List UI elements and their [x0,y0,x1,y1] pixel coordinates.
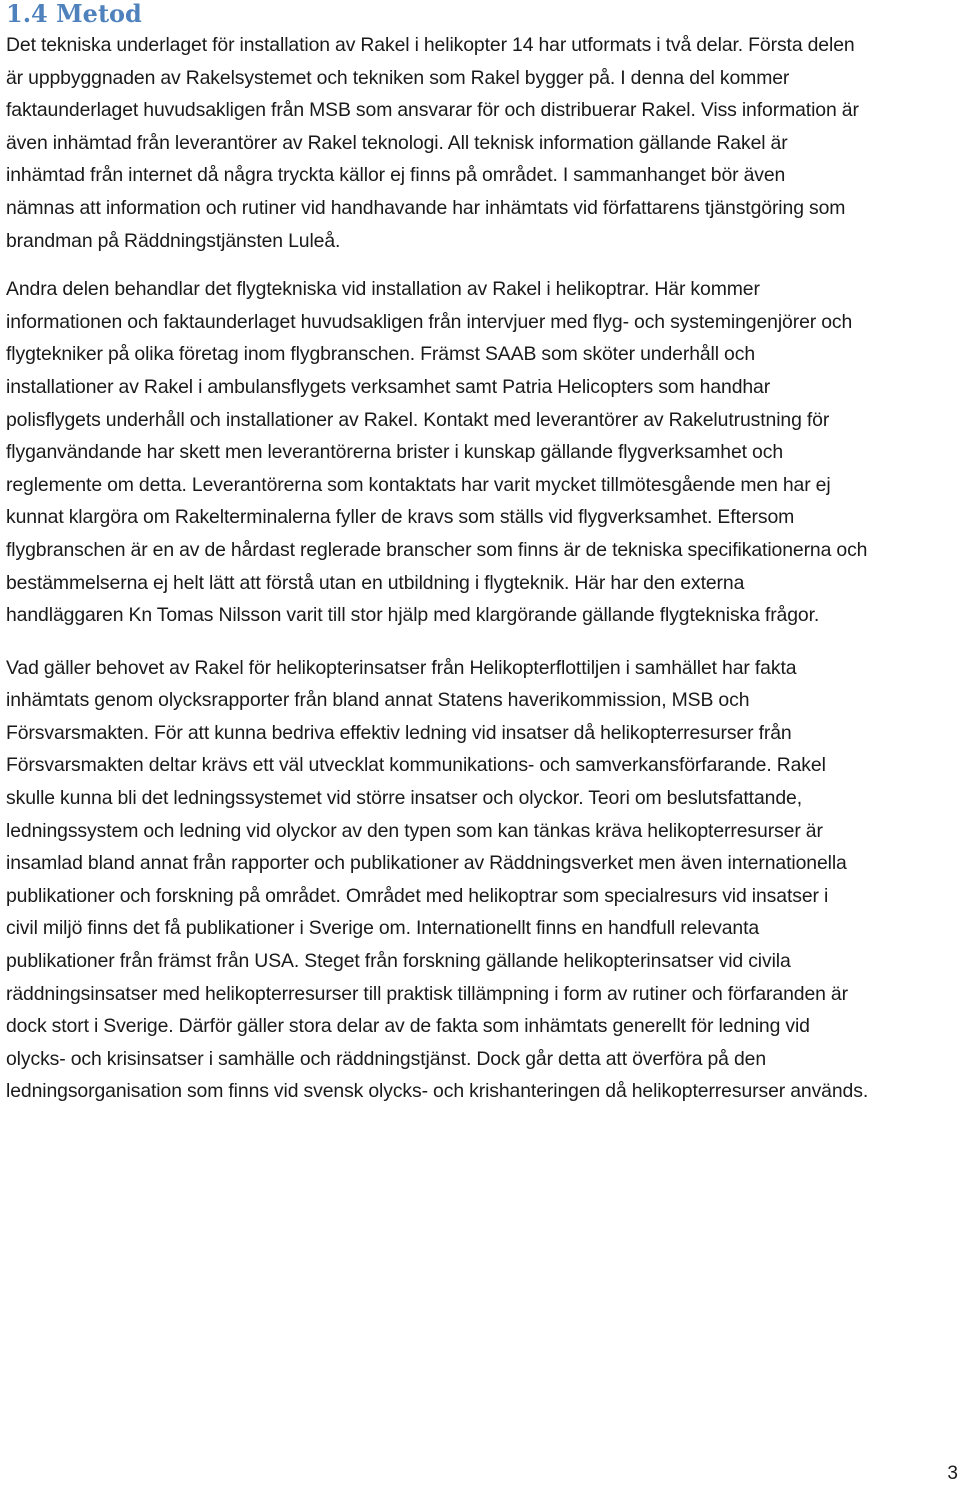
text-line: dock stort i Sverige. Därför gäller stora delar av de fakta som inhämtats generellt för ledning vid [6,1015,810,1038]
text-line: Försvarsmakten deltar krävs ett väl utvecklat kommunikations- och samverkansförfarande. Rakel [6,754,826,777]
text-line: informationen och faktaunderlaget huvudsakligen från intervjuer med flyg- och systemingenjörer och [6,310,853,333]
text-line: publikationer och forskning på området. Området med helikoptrar som specialresurs vid insatser i [6,884,829,907]
text-line: även inhämtad från leverantörer av Rakel teknologi. All teknisk information gällande Rakel är [6,131,788,154]
text-line: nämnas att information och rutiner vid handhavande har inhämtats vid författarens tjänstgöring som [6,196,846,219]
text-line: handläggaren Kn Tomas Nilsson varit till stor hjälp med klargörande gällande flygtekniska frågor. [6,604,820,627]
text-line: ledningsorganisation som finns vid svensk olycks- och krishanteringen då helikopterresurser används. [6,1080,869,1103]
text-line: flyganvändande har skett men leverantörerna brister i kunskap gällande flygverksamhet och [6,441,784,464]
text-line: räddningsinsatser med helikopterresurser till praktisk tillämpning i form av rutiner och förfaranden är [6,982,848,1005]
text-line: inhämtats genom olycksrapporter från bland annat Statens haverikommission, MSB och [6,689,750,712]
page-number: 3 [947,1463,958,1484]
text-line: installationer av Rakel i ambulansflygets verksamhet samt Patria Helicopters som handhar [6,375,771,398]
text-line: olycks- och krisinsatser i samhälle och räddningstjänst. Dock går detta att överföra på den [6,1047,766,1070]
text-line: polisflygets underhåll och installationer av Rakel. Kontakt med leverantörer av Rakelutrustning för [6,408,830,431]
text-line: bestämmelserna ej helt lätt att förstå utan en utbildning i flygteknik. Här har den externa [6,571,745,594]
section-heading: 1.4 Metod [6,0,142,28]
text-line: reglemente om detta. Leverantörerna som kontaktats har varit mycket tillmötesgående men har ej [6,473,831,496]
text-line: faktaunderlaget huvudsakligen från MSB som ansvarar för och distribuerar Rakel. Viss information är [6,99,859,122]
text-line: kunnat klargöra om Rakelterminalerna fyller de kravs som ställs vid flygverksamhet. Eftersom [6,506,795,529]
paragraph-flight-technical [6,273,960,632]
text-line: civil miljö finns det få publikationer i Sverige om. Internationellt finns en handfull relevanta [6,917,760,940]
text-line: är uppbyggnaden av Rakelsystemet och tekniken som Rakel bygger på. I denna del kommer [6,66,790,89]
text-line: Vad gäller behovet av Rakel för helikopterinsatser från Helikopterflottiljen i samhället har fakta [6,656,797,679]
text-line: insamlad bland annat från rapporter och publikationer av Räddningsverket men även internationella [6,852,847,875]
text-line: Andra delen behandlar det flygtekniska vid installation av Rakel i helikoptrar. Här kommer [6,278,760,301]
text-line: inhämtad från internet då några tryckta källor ej finns på området. I sammanhanget bör även [6,164,786,187]
paragraph-helicopter-needs [6,652,960,1108]
text-line: flygbranschen är en av de hårdast reglerade branscher som finns är de tekniska specifikationerna och [6,538,868,561]
text-line: flygtekniker på olika företag inom flygbranschen. Främst SAAB som sköter underhåll och [6,343,756,366]
text-line: publikationer från främst från USA. Steget från forskning gällande helikopterinsatser vid civila [6,950,791,973]
text-line: skulle kunna bli det ledningssystemet vid större insatser och olyckor. Teori om beslutsfattande, [6,787,802,810]
text-line: brandman på Räddningstjänsten Luleå. [6,229,341,252]
text-line: Det tekniska underlaget för installation av Rakel i helikopter 14 har utformats i två delar. Första delen [6,34,855,56]
document-page [6,0,960,1108]
text-line: ledningssystem och ledning vid olyckor av den typen som kan tänkas kräva helikopterresurser är [6,819,823,842]
text-line: Försvarsmakten. För att kunna bedriva effektiv ledning vid insatser då helikopterresurser från [6,721,792,744]
paragraph-technical-basis [6,29,960,257]
